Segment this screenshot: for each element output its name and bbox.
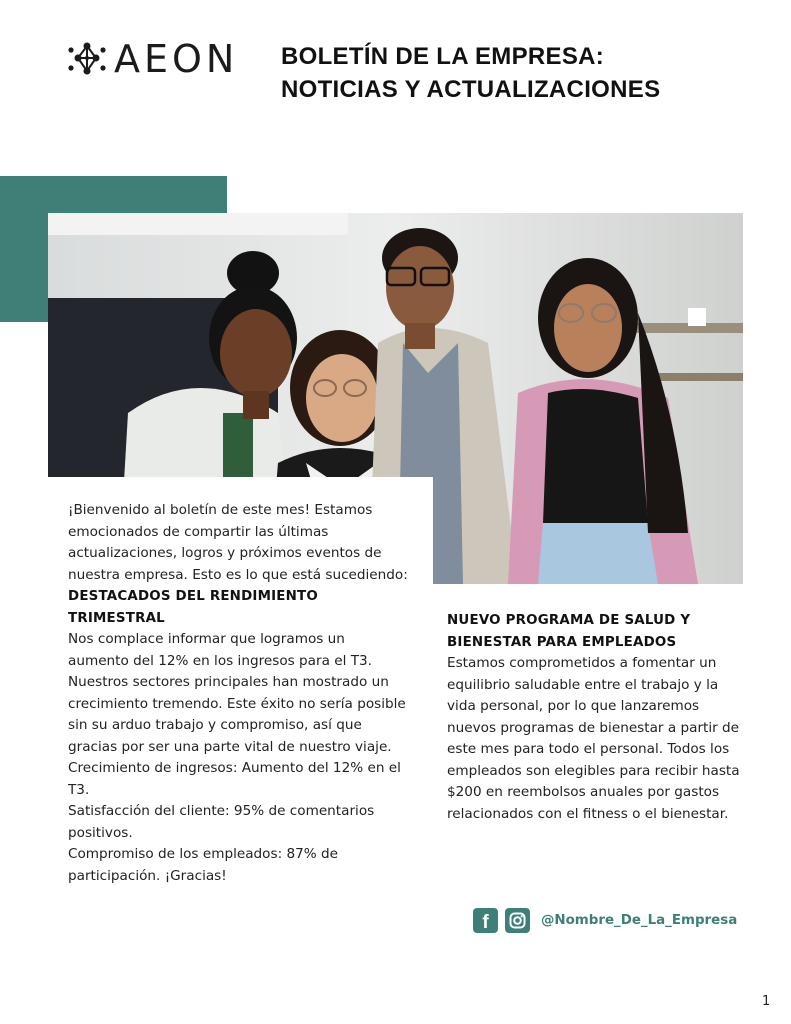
intro-text: ¡Bienvenido al boletín de este mes! Estamos emocionados de compartir las últimas actualizaciones, logros y próximos eventos de nuestra empresa. Esto es lo que está sucediendo: — [68, 502, 408, 583]
title-line-1: BOLETÍN DE LA EMPRESA: — [281, 43, 605, 70]
title-line-2: NOTICIAS Y ACTUALIZACIONES — [281, 76, 661, 103]
stat-engagement: Compromiso de los empleados: 87% de participación. ¡Gracias! — [68, 846, 338, 884]
stat-satisfaction: Satisfacción del cliente: 95% de comentarios positivos. — [68, 803, 375, 841]
facebook-icon[interactable]: f — [473, 908, 498, 933]
instagram-icon[interactable] — [505, 908, 530, 933]
logo-wordmark: AEON — [114, 37, 239, 81]
page-title — [281, 40, 660, 106]
performance-heading: DESTACADOS DEL RENDIMIENTO TRIMESTRAL — [68, 589, 318, 626]
wellness-body: Estamos comprometidos a fomentar un equilibrio saludable entre el trabajo y la vida personal, por lo que lanzaremos nuevos programas de bienestar a partir de este mes para todo el personal. Todos los empleados son elegibles para recibir hasta $200 en reembolsos anuales por gastos relacionados con el fitness o el bienestar. — [447, 655, 740, 822]
social-handle[interactable]: @Nombre_De_La_Empresa — [541, 913, 738, 928]
right-column — [447, 610, 747, 825]
company-logo — [66, 38, 238, 80]
performance-body: Nos complace informar que logramos un aumento del 12% en los ingresos para el T3. Nuestros sectores principales han mostrado un crecimiento tremendo. Este éxito no sería posible sin su arduo trabajo y compromiso, así que gracias por ser una parte vital de nuestro viaje. — [68, 631, 406, 755]
wellness-heading: NUEVO PROGRAMA DE SALUD Y BIENESTAR PARA EMPLEADOS — [447, 613, 691, 650]
stat-revenue: Crecimiento de ingresos: Aumento del 12% en el T3. — [68, 760, 401, 798]
left-column — [68, 500, 408, 887]
page-number: 1 — [762, 994, 771, 1009]
social-links — [473, 908, 737, 933]
molecule-logo-icon — [66, 38, 108, 80]
